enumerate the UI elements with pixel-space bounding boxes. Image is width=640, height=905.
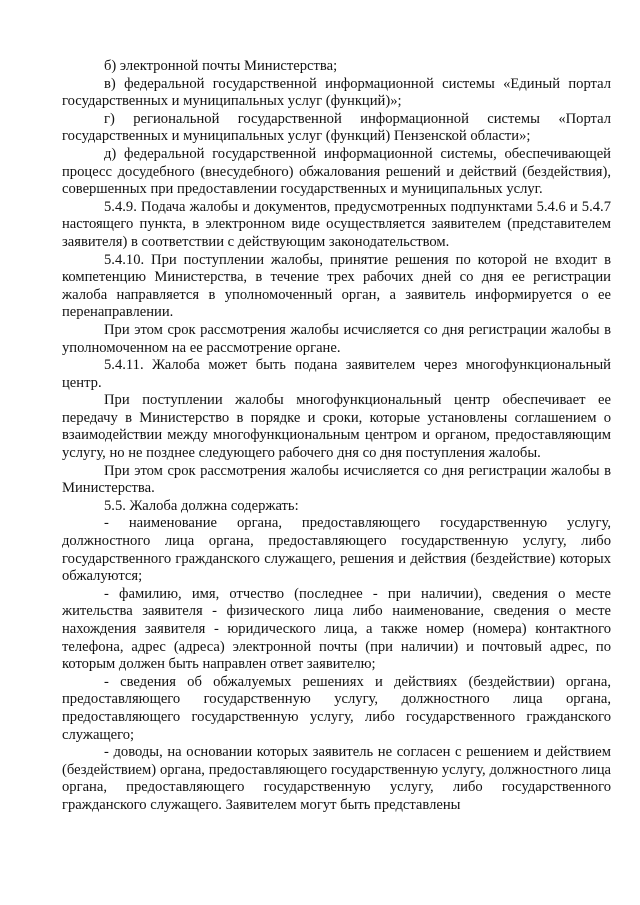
list-item-appealed-decisions: - сведения об обжалуемых решениях и действиях (бездействии) органа, предоставляющего государственную услугу, должностного лица органа, предоставляющего государственную услугу, либо государственного гражданского служащего; — [62, 673, 611, 743]
paragraph-5-4-11: 5.4.11. Жалоба может быть подана заявителем через многофункциональный центр. — [62, 357, 611, 391]
document-page — [62, 58, 611, 815]
paragraph-appeal-system: д) федеральной государственной информационной системы, обеспечивающей процесс досудебного (внесудебного) обжалования решений и действий (бездействия), совершенных при предоставлении государственных и муниципальных услуг. — [62, 145, 611, 198]
paragraph-regional-portal: г) региональной государственной информационной системы «Портал государственных и муниципальных услуг (функций) Пензенской области»; — [62, 110, 611, 145]
list-item-applicant-details: - фамилию, имя, отчество (последнее - при наличии), сведения о месте жительства заявителя - физического лица либо наименование, сведения о месте нахождения заявителя - юридического лица, а также номер (номера) контактного телефона, адрес (адреса) электронной почты (при наличии) и почтовый адрес, по которым должен быть направлен ответ заявителю; — [62, 585, 611, 673]
paragraph-mfc-transfer: При поступлении жалобы многофункциональный центр обеспечивает ее передачу в Министерство в порядке и сроки, которые установлены соглашением о взаимодействии между многофункциональным центром и органом, предоставляющим услугу, но не позднее следующего рабочего дня со дня поступления жалобы. — [62, 392, 611, 462]
paragraph-email: б) электронной почты Министерства; — [104, 58, 338, 74]
list-item-authority-name: - наименование органа, предоставляющего государственную услугу, должностного лица органа, предоставляющего государственную услугу, либо государственного гражданского служащего, решения и действия (бездействие) которых обжалуются; — [62, 515, 611, 585]
list-item-arguments: - доводы, на основании которых заявитель не согласен с решением и действием (бездействием) органа, предоставляющего государственную услугу, должностного лица органа, предоставляющего государственную услугу, либо государственного гражданского служащего. Заявителем могут быть представлены — [62, 744, 611, 813]
paragraph-term-ministry: При этом срок рассмотрения жалобы исчисляется со дня регистрации жалобы в Министерства. — [62, 462, 611, 497]
paragraph-5-5: 5.5. Жалоба должна содержать: — [104, 497, 299, 514]
paragraph-term-authorized: При этом срок рассмотрения жалобы исчисляется со дня регистрации жалобы в уполномоченном на ее рассмотрение органе. — [62, 321, 611, 356]
paragraph-federal-portal: в) федеральной государственной информационной системы «Единый портал государственных и муниципальных услуг (функций)»; — [62, 75, 611, 110]
paragraph-5-4-10: 5.4.10. При поступлении жалобы, принятие решения по которой не входит в компетенцию Министерства, в течение трех рабочих дней со дня ее регистрации жалоба направляется в уполномоченный орган, а заявитель информируется о ее перенаправлении. — [62, 251, 611, 321]
paragraph-5-4-9: 5.4.9. Подача жалобы и документов, предусмотренных подпунктами 5.4.6 и 5.4.7 настоящего пункта, в электронном виде осуществляется заявителем (представителем заявителя) в соответствии с действующим законодательством. — [62, 198, 611, 250]
